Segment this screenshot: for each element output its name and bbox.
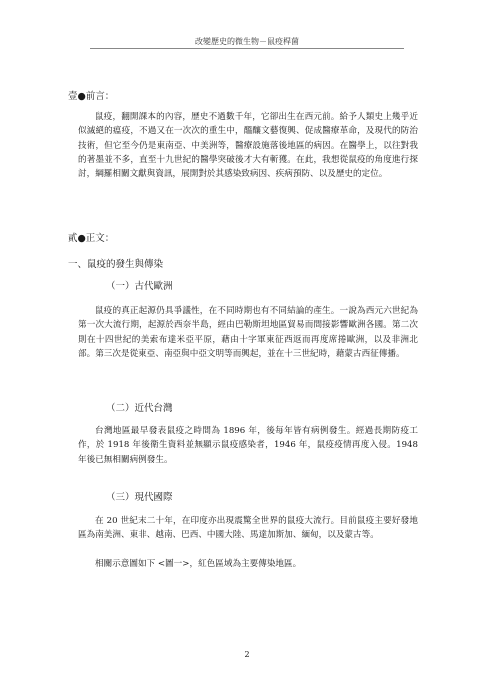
preface-paragraph: 鼠疫，翻開課本的內容，歷史不過數千年，它卻出生在西元前。給予人類史上幾乎近似滅絕的瘟疫，不過又在一次次的重生中，醞釀文藝復興、促成醫療革命，及現代的防治技術，但它至今仍是東南亞、中美洲等，醫療設施落後地區的病因。在醫學上，以往對我的著墨並不多，直至十九世紀的醫學突破後才大有斬獲。在此，我想從鼠疫的角度進行探討，綱羅相關文獻與資訊，展開對於其感染致病因、疾病預防、以及歷史的定位。 <box>78 112 418 180</box>
ancient-europe-paragraph: 鼠疫的真正起源仍具爭議性，在不同時期也有不同結論的產生。一說為西元六世紀為第一次大流行期，起源於西奈半島，經由巴勒斯坦地區貿易而間接影響歐洲各國。第二次則在十四世紀的美索布達米亞平原，藉由十字軍東征西返而再度席捲歐洲，以及非洲北部。第三次是從東亞、南亞與中亞文明等而興起，並在十三世紀時，藉蒙古西征傳播。 <box>78 306 418 359</box>
subheading-ancient-europe: （一）古代歐洲 <box>106 281 173 292</box>
section-heading-preface: 壹●前言： <box>68 91 115 102</box>
subheading-modern-international: （三）現代國際 <box>106 492 173 503</box>
figure-reference-note: 相關示意圖如下 <圖一>，紅色區域為主要傳染地區。 <box>95 559 302 569</box>
header-rule <box>90 48 404 49</box>
section-heading-body: 貳●正文： <box>68 233 115 244</box>
running-header: 改變歷史的微生物－鼠疫桿菌 <box>195 37 299 46</box>
page-number: 2 <box>244 650 250 659</box>
subheading-modern-taiwan: （二）近代台灣 <box>106 403 173 414</box>
subsection-heading-plague-spread: 一、鼠疫的發生與傳染 <box>68 259 164 270</box>
modern-international-paragraph: 在 20 世紀末二十年，在印度亦出現震驚全世界的鼠疫大流行。目前鼠疫主要好發地區為南美洲、東非、越南、巴西、中國大陸、馬達加斯加、緬甸，以及蒙古等。 <box>78 516 418 541</box>
modern-taiwan-paragraph: 台灣地區最早發表鼠疫之時間為 1896 年，後每年皆有病例發生。經過長期防疫工作，於 1918 年後衛生資料並無顯示鼠疫感染者，1946 年，鼠疫疫情再度入侵。1948 年後已無相關病例發生。 <box>78 426 418 465</box>
